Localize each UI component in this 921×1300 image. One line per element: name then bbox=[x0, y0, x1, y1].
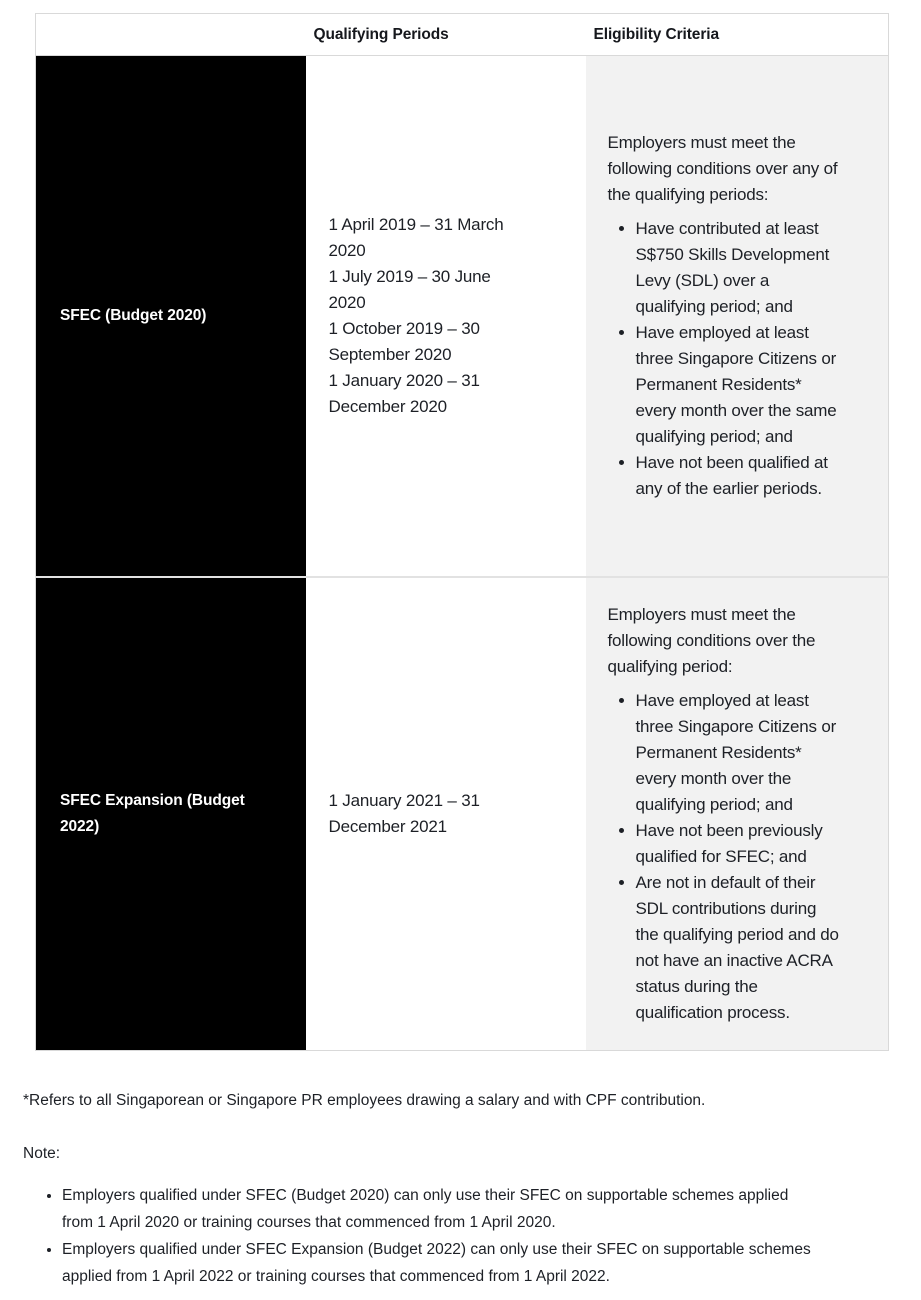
header-eligibility-criteria: Eligibility Criteria bbox=[586, 14, 889, 56]
period-line: 1 July 2019 – 30 June 2020 bbox=[328, 266, 491, 312]
criteria-item: • Have employed at least three Singapore Citizens or Permanent Residents* every month over the qualifying period; and bbox=[636, 688, 840, 818]
note-item: • Employers qualified under SFEC Expansion (Budget 2022) can only use their SFEC on supportable schemes applied from 1 April 2022 or training courses that commenced from 1 April 2022. bbox=[62, 1236, 817, 1290]
footnote: *Refers to all Singaporean or Singapore PR employees drawing a salary and with CPF contribution. bbox=[23, 1091, 706, 1109]
header-scheme-blank bbox=[36, 14, 306, 56]
scheme-name-cell: SFEC Expansion (Budget 2022) bbox=[36, 577, 306, 1051]
criteria-list bbox=[608, 688, 840, 1026]
criteria-item: • Are not in default of their SDL contributions during the qualifying period and do not have an inactive ACRA status during the qualification process. bbox=[636, 870, 840, 1026]
criteria-item: • Have employed at least three Singapore Citizens or Permanent Residents* every month over the same qualifying period; and bbox=[636, 320, 840, 450]
criteria-item: • Have contributed at least S$750 Skills Development Levy (SDL) over a qualifying period; and bbox=[636, 216, 840, 320]
eligibility-criteria-cell bbox=[586, 56, 889, 577]
period-line: 1 October 2019 – 30 September 2020 bbox=[328, 318, 480, 364]
table-row-sfec-budget-2020 bbox=[36, 56, 889, 577]
note-label: Note: bbox=[23, 1144, 61, 1162]
qualifying-periods-cell bbox=[306, 577, 586, 1051]
criteria-list bbox=[608, 216, 840, 502]
period-line: 1 January 2020 – 31 December 2020 bbox=[328, 370, 480, 416]
note-item: • Employers qualified under SFEC (Budget 2020) can only use their SFEC on supportable schemes applied from 1 April 2020 or training courses that commenced from 1 April 2020. bbox=[62, 1182, 817, 1236]
period-line: 1 January 2021 – 31 December 2021 bbox=[328, 790, 480, 836]
table-row-sfec-expansion-budget-2022 bbox=[36, 577, 889, 1051]
qualifying-periods-cell bbox=[306, 56, 586, 577]
eligibility-criteria-cell bbox=[586, 577, 889, 1051]
criteria-intro: Employers must meet the following conditions over the qualifying period: bbox=[607, 604, 816, 676]
criteria-item: • Have not been qualified at any of the earlier periods. bbox=[636, 450, 840, 502]
notes-list bbox=[23, 1182, 888, 1290]
header-qualifying-periods: Qualifying Periods bbox=[306, 14, 586, 56]
criteria-intro: Employers must meet the following conditions over any of the qualifying periods: bbox=[607, 132, 838, 204]
table-header-row bbox=[36, 14, 889, 56]
scheme-name-cell: SFEC (Budget 2020) bbox=[36, 56, 306, 577]
criteria-item: • Have not been previously qualified for SFEC; and bbox=[636, 818, 840, 870]
sfec-qualification-table bbox=[35, 13, 889, 1051]
period-line: 1 April 2019 – 31 March 2020 bbox=[328, 214, 504, 260]
